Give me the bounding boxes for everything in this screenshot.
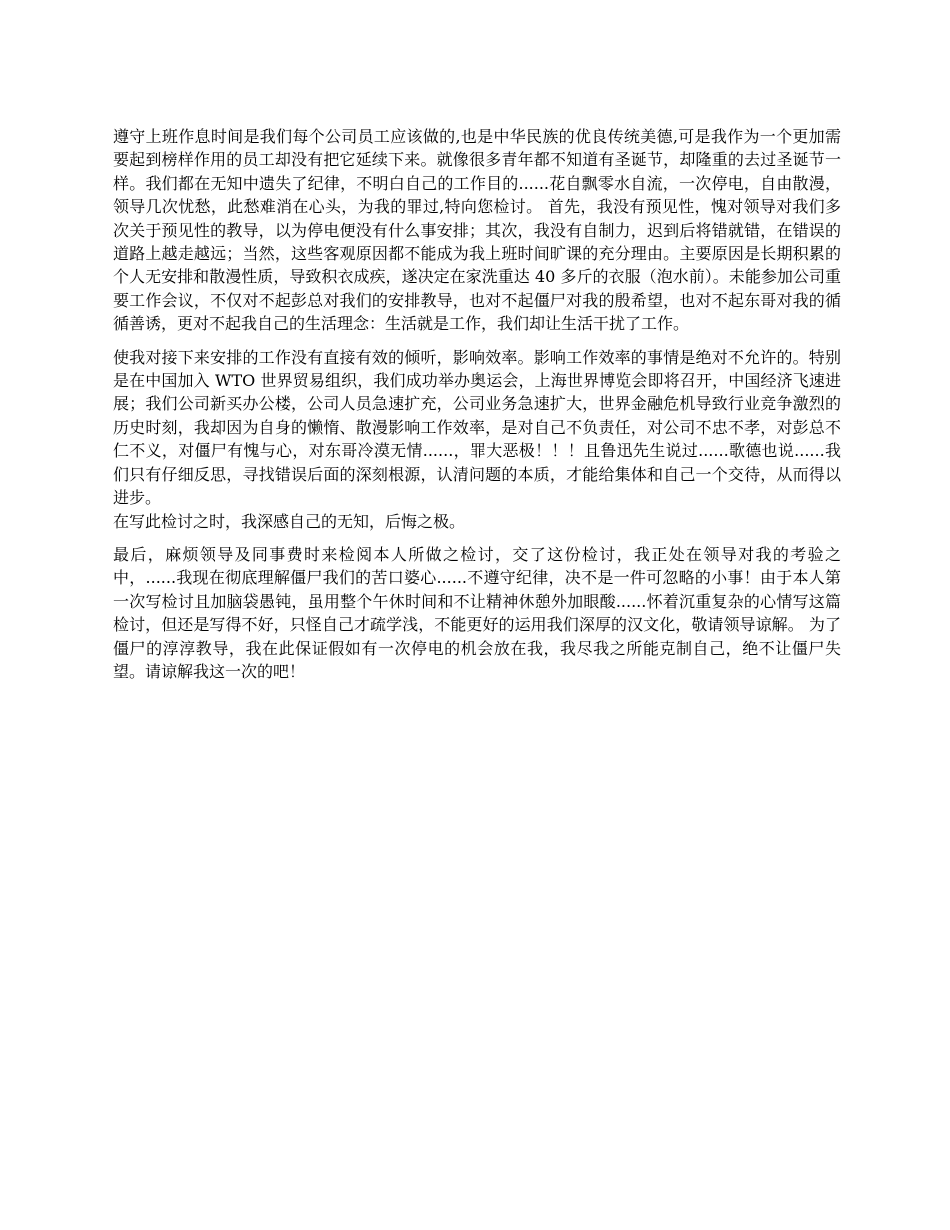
document-body <box>113 125 841 693</box>
paragraph-2: 使我对接下来安排的工作没有直接有效的倾听，影响效率。影响工作效率的事情是绝对不允许的。特别是在中国加入 WTO 世界贸易组织，我们成功举办奥运会，上海世界博览会即将召开，中国经济飞速进展；我们公司新买办公楼，公司人员急速扩充，公司业务急速扩大，世界金融危机导致行业竞争激烈的历史时刻，我却因为自身的懒惰、散漫影响工作效率，是对自己不负责任，对公司不忠不孝，对彭总不仁不义，对僵尸有愧与心，对东哥冷漠无情......，罪大恶极！！！且鲁迅先生说过......歌德也说......我们只有仔细反思，寻找错误后面的深刻根源，认清问题的本质，才能给集体和自己一个交待，从而得以进步。 在写此检讨之时，我深感自己的无知，后悔之极。 <box>113 347 841 531</box>
paragraph-3: 最后，麻烦领导及同事费时来检阅本人所做之检讨，交了这份检讨，我正处在领导对我的考验之中，......我现在彻底理解僵尸我们的苦口婆心......不遵守纪律，决不是一件可忽略的小事！由于本人第一次写检讨且加脑袋愚钝，虽用整个午休时间和不让精神休憩外加眼酸......怀着沉重复杂的心情写这篇检讨，但还是写得不好，只怪自己才疏学浅，不能更好的运用我们深厚的汉文化，敬请领导谅解。 为了僵尸的淳淳教导，我在此保证假如有一次停电的机会放在我，我尽我之所能克制自己，绝不让僵尸失望。请谅解我这一次的吧！ <box>113 544 841 681</box>
paragraph-1: 遵守上班作息时间是我们每个公司员工应该做的,也是中华民族的优良传统美德,可是我作为一个更加需要起到榜样作用的员工却没有把它延续下来。就像很多青年都不知道有圣诞节，却隆重的去过圣诞节一样。我们都在无知中遗失了纪律，不明白自己的工作目的......花自飘零水自流，一次停电，自由散漫，领导几次忧愁，此愁难消在心头，为我的罪过,特向您检讨。 首先，我没有预见性，愧对领导对我们多次关于预见性的教导，以为停电便没有什么事安排；其次，我没有自制力，迟到后将错就错，在错误的道路上越走越远；当然，这些客观原因都不能成为我上班时间旷课的充分理由。主要原因是长期积累的个人无安排和散漫性质，导致积衣成疾，遂决定在家洗重达 40 多斤的衣服（泡水前）。未能参加公司重要工作会议，不仅对不起彭总对我们的安排教导，也对不起僵尸对我的殷希望，也对不起东哥对我的循循善诱，更对不起我自己的生活理念：生活就是工作，我们却让生活干扰了工作。 <box>113 127 841 334</box>
